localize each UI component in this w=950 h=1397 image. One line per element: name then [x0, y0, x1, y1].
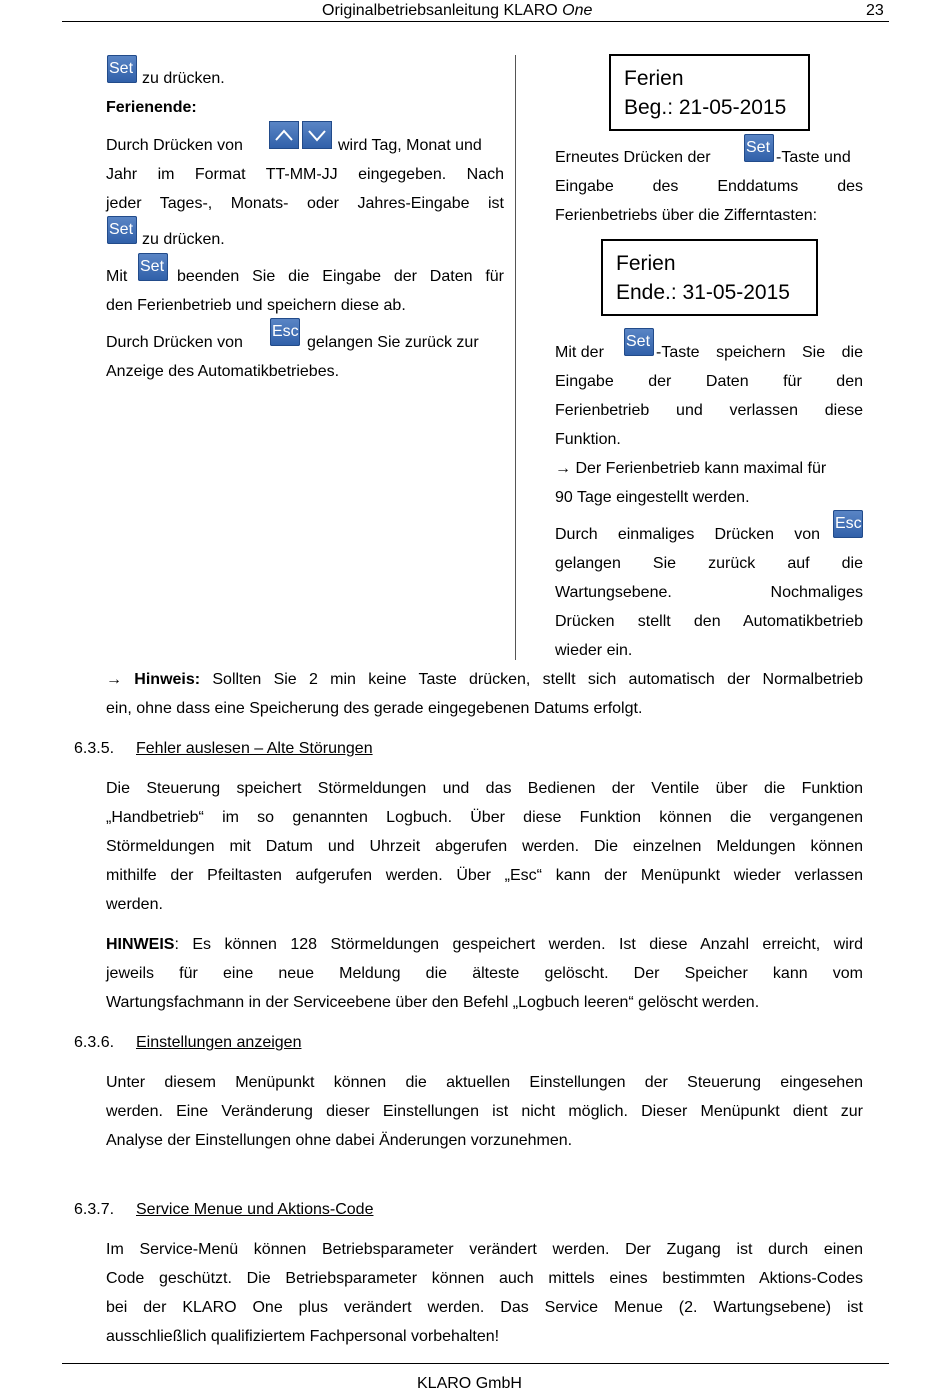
section-number-636: 6.3.6.: [74, 1034, 115, 1051]
lcd2-line2: Ende.: 31-05-2015: [616, 281, 790, 304]
lcd-display-begin: [609, 54, 810, 131]
lcd1-line1: Ferien: [624, 67, 684, 90]
left-line-7a: Mit: [106, 268, 128, 285]
right-line-14: wieder ein.: [555, 642, 633, 659]
hinweis-label: HINWEIS: [106, 936, 175, 953]
left-line-1: zu drücken.: [142, 70, 225, 87]
set-key-icon: Set: [138, 253, 168, 281]
esc-key-icon: Esc: [833, 510, 863, 538]
hint-line-2: ein, ohne dass eine Speicherung des gerade eingegebenen Datums erfolgt.: [106, 700, 643, 717]
left-line-4: Jahr im Format TT-MM-JJ eingegeben. Nach: [106, 166, 504, 183]
left-line-7b: beenden Sie die Eingabe der Daten für: [177, 268, 504, 285]
footer-company: KLARO GmbH: [417, 1375, 522, 1392]
right-line-12: Wartungsebene. Nochmaliges: [555, 584, 863, 601]
right-line-10a: Durch einmaliges Drücken von: [555, 526, 820, 543]
s636-p1-line: Analyse der Einstellungen ohne dabei Änderungen vorzunehmen.: [106, 1132, 573, 1149]
set-key-icon: Set: [107, 55, 137, 83]
right-line-4b: -Taste speichern Sie die: [656, 344, 863, 361]
column-divider: [515, 55, 516, 660]
lcd-display-end: [601, 239, 818, 316]
s635-p1-line: Die Steuerung speichert Störmeldungen und das Bedienen der Ventile über die Funktion: [106, 780, 863, 797]
s635-p2-line: jeweils für eine neue Meldung die älteste gelöscht. Der Speicher kann vom: [106, 965, 863, 982]
page-number: 23: [866, 2, 884, 19]
left-line-9b: gelangen Sie zurück zur: [307, 334, 479, 351]
s637-p1-line: Code geschützt. Die Betriebsparameter können auch mittels eines bestimmten Aktions-Codes: [106, 1270, 863, 1287]
right-line-2: Eingabe des Enddatums des: [555, 178, 863, 195]
header-title-italic: One: [562, 2, 593, 19]
hint-text-1: Sollten Sie 2 min keine Taste drücken, stellt sich automatisch der Normalbetrieb: [200, 671, 863, 688]
section-title-636: Einstellungen anzeigen: [136, 1034, 302, 1051]
right-line-3: Ferienbetriebs über die Zifferntasten:: [555, 207, 818, 224]
right-line-9: 90 Tage eingestellt werden.: [555, 489, 750, 506]
ferienende-heading: Ferienende:: [106, 99, 197, 116]
left-line-3b: wird Tag, Monat und: [338, 137, 482, 154]
s637-p1-line: Im Service-Menü können Betriebsparameter verändert werden. Der Zugang ist durch einen: [106, 1241, 863, 1258]
right-line-6: Ferienbetrieb und verlassen diese: [555, 402, 863, 419]
s635-p2-line: Wartungsfachmann in der Serviceebene über den Befehl „Logbuch leeren“ gelöscht werden.: [106, 994, 760, 1011]
footer-rule: [62, 1363, 889, 1364]
section-title-635: Fehler auslesen – Alte Störungen: [136, 740, 373, 757]
left-line-3a: Durch Drücken von: [106, 137, 243, 154]
s637-p1-line: ausschließlich qualifiziertem Fachpersonal vorbehalten!: [106, 1328, 500, 1345]
s635-p2-text: : Es können 128 Störmeldungen gespeichert werden. Ist diese Anzahl erreicht, wird: [174, 936, 863, 953]
page-header: [322, 2, 592, 20]
section-number-635: 6.3.5.: [74, 740, 115, 757]
arrow-down-key-icon: [302, 121, 332, 149]
right-line-8: → Der Ferienbetrieb kann maximal für: [555, 460, 827, 477]
left-line-8: den Ferienbetrieb und speichern diese ab.: [106, 297, 406, 314]
lcd1-line2: Beg.: 21-05-2015: [624, 96, 787, 119]
set-key-icon: Set: [624, 328, 654, 356]
right-line-1a: Erneutes Drücken der: [555, 149, 711, 166]
arrow-up-key-icon: [269, 121, 299, 149]
section-number-637: 6.3.7.: [74, 1201, 115, 1218]
hint-line-1: [106, 665, 863, 694]
s635-p1-line: Störmeldungen mit Datum und Uhrzeit abgerufen werden. Die einzelnen Meldungen können: [106, 838, 863, 855]
hint-arrow: →: [106, 671, 135, 688]
left-line-5: jeder Tages-, Monats- oder Jahres-Eingabe ist: [106, 195, 504, 212]
s635-p1-line: werden.: [106, 896, 163, 913]
hint-label: Hinweis:: [134, 671, 201, 688]
s636-p1-line: werden. Eine Veränderung dieser Einstellungen ist nicht möglich. Dieser Menüpunkt dient zur: [106, 1103, 863, 1120]
set-key-icon: Set: [107, 216, 137, 244]
header-rule: [62, 21, 889, 22]
section-title-637: Service Menue und Aktions-Code: [136, 1201, 374, 1218]
s635-p1-line: „Handbetrieb“ im so genannten Logbuch. Über diese Funktion können die vergangenen: [106, 809, 863, 826]
left-line-10: Anzeige des Automatikbetriebes.: [106, 363, 340, 380]
left-line-9a: Durch Drücken von: [106, 334, 243, 351]
s635-p1-line: mithilfe der Pfeiltasten aufgerufen werden. Über „Esc“ kann der Menüpunkt wieder verlassen: [106, 867, 863, 884]
esc-key-icon: Esc: [270, 318, 300, 346]
right-line-11: gelangen Sie zurück auf die: [555, 555, 863, 572]
right-line-13: Drücken stellt den Automatikbetrieb: [555, 613, 863, 630]
right-line-7: Funktion.: [555, 431, 621, 448]
s635-p2-line: [106, 930, 863, 959]
set-key-icon: Set: [744, 134, 774, 162]
header-title: Originalbetriebsanleitung KLARO: [322, 2, 563, 19]
s636-p1-line: Unter diesem Menüpunkt können die aktuellen Einstellungen der Steuerung eingesehen: [106, 1074, 863, 1091]
right-line-5: Eingabe der Daten für den: [555, 373, 863, 390]
left-line-6: zu drücken.: [142, 231, 225, 248]
s637-p1-line: bei der KLARO One plus verändert werden. Das Service Menue (2. Wartungsebene) ist: [106, 1299, 863, 1316]
right-line-1b: -Taste und: [776, 149, 851, 166]
right-line-4a: Mit der: [555, 344, 604, 361]
lcd2-line1: Ferien: [616, 252, 676, 275]
